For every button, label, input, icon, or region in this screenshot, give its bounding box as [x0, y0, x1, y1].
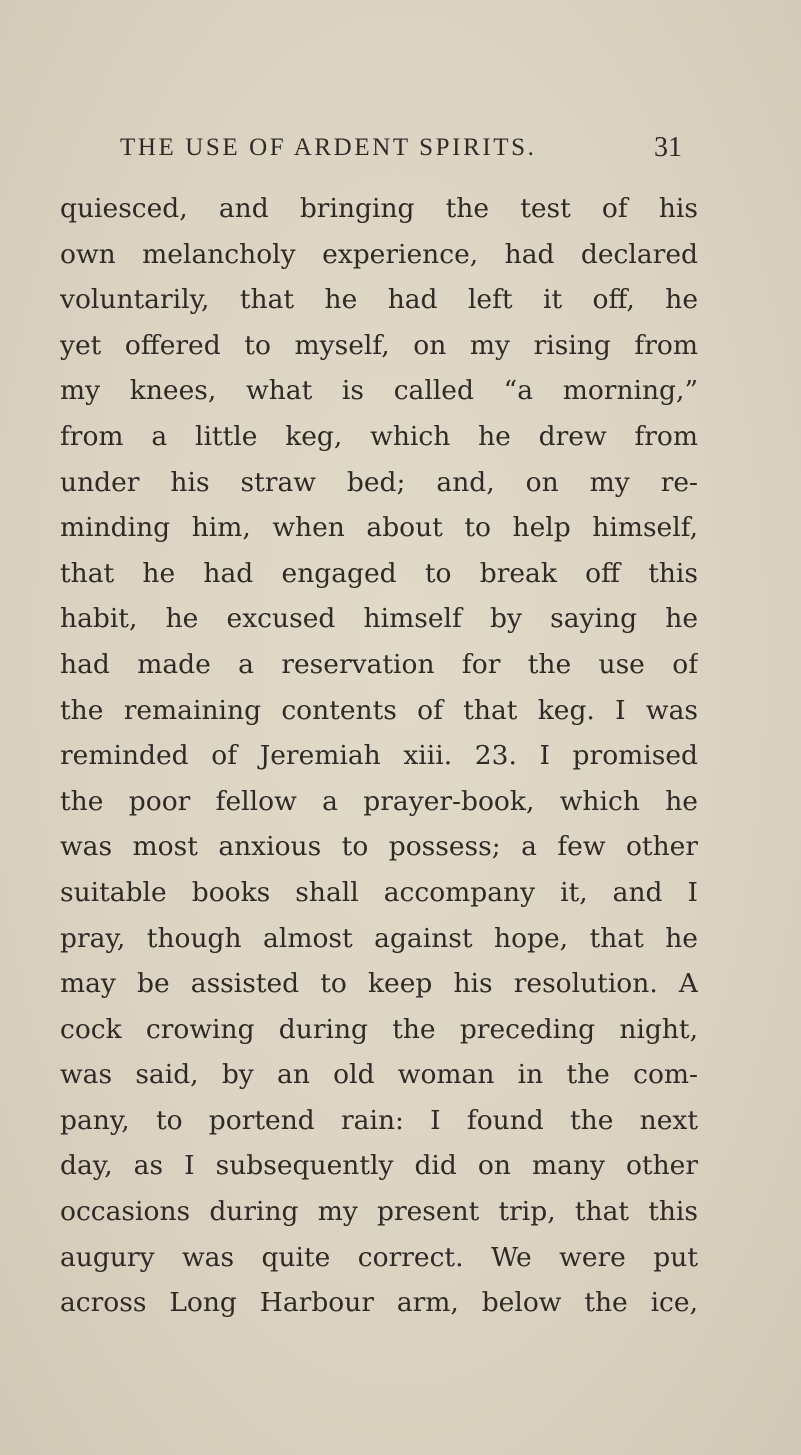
text-line: that he had engaged to break off this [60, 557, 698, 589]
text-line: under his straw bed; and, on my re- [60, 466, 698, 498]
text-line: own melancholy experience, had declared [60, 238, 698, 270]
body-text [60, 186, 698, 1326]
text-line: occasions during my present trip, that this [60, 1196, 698, 1228]
text-line: yet offered to myself, on my rising from [60, 329, 698, 361]
page-header [120, 128, 690, 168]
text-line: the remaining contents of that keg. I was [60, 694, 698, 726]
text-line: may be assisted to keep his resolution. A [60, 968, 698, 1000]
text-line: from a little keg, which he drew from [60, 420, 698, 452]
text-line: pray, though almost against hope, that he [60, 922, 698, 954]
page-number: 31 [654, 132, 682, 163]
text-line: was said, by an old woman in the com- [60, 1059, 698, 1091]
text-line: habit, he excused himself by saying he [60, 603, 698, 635]
text-line: cock crowing during the preceding night, [60, 1013, 698, 1045]
text-line: reminded of Jeremiah xiii. 23. I promised [60, 740, 698, 772]
running-title: THE USE OF ARDENT SPIRITS. [120, 134, 537, 161]
text-line: was most anxious to possess; a few other [60, 831, 698, 863]
text-line: quiesced, and bringing the test of his [60, 193, 698, 224]
text-line: the poor fellow a prayer-book, which he [60, 785, 698, 817]
text-line: augury was quite correct. We were put [60, 1241, 698, 1273]
text-line: minding him, when about to help himself, [60, 512, 698, 544]
text-line: day, as I subsequently did on many other [60, 1150, 698, 1182]
text-line: had made a reservation for the use of [60, 648, 698, 680]
text-line: my knees, what is called “a morning,” [60, 375, 698, 407]
text-line: voluntarily, that he had left it off, he [60, 284, 698, 316]
text-line: pany, to portend rain: I found the next [60, 1104, 698, 1136]
text-line: across Long Harbour arm, below the ice, [60, 1287, 698, 1319]
text-line: suitable books shall accompany it, and I [60, 876, 698, 908]
